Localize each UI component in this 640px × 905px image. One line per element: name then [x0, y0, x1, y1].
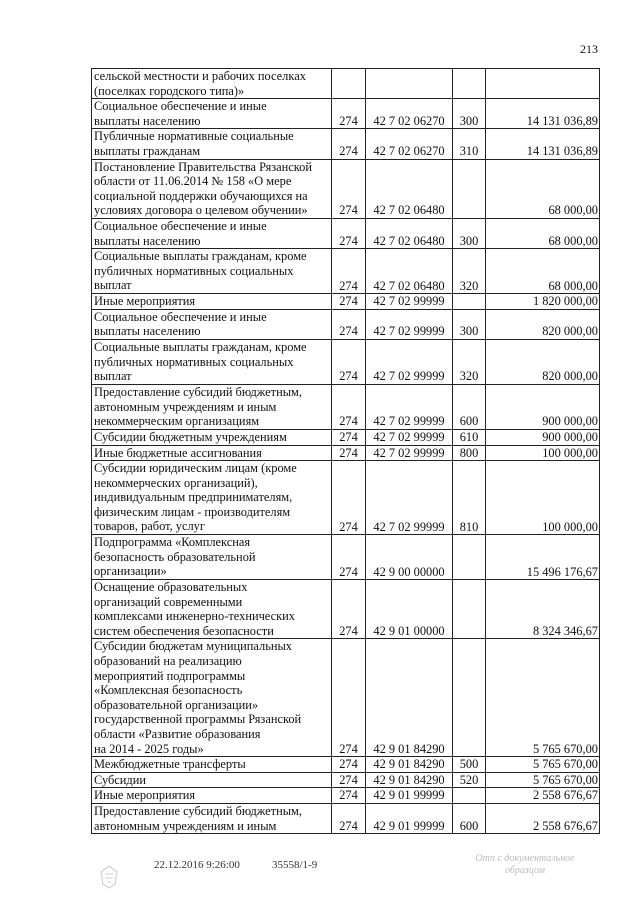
- expense-type-cell: 310: [453, 129, 486, 159]
- table-row: [92, 639, 600, 757]
- ministry-cell: 274: [332, 772, 366, 788]
- row-name-line: выплат: [94, 278, 132, 293]
- row-name-cell: [92, 429, 332, 445]
- amount-cell: 2 558 676,67: [486, 788, 600, 804]
- table-row: [92, 445, 600, 461]
- amount-cell: 820 000,00: [486, 309, 600, 339]
- row-name-line: индивидуальным предпринимателям,: [94, 490, 293, 505]
- ministry-cell: 274: [332, 461, 366, 535]
- row-name-line: Постановление Правительства Рязанской: [94, 159, 313, 174]
- table-row: [92, 309, 600, 339]
- expense-type-cell: 300: [453, 309, 486, 339]
- amount-cell: 100 000,00: [486, 445, 600, 461]
- row-name-line: сельской местности и рабочих поселках: [94, 69, 306, 83]
- row-name-line: физическим лицам - производителям: [94, 504, 291, 519]
- row-name-line: Социальное обеспечение и иные: [94, 218, 267, 233]
- ministry-cell: 274: [332, 294, 366, 310]
- row-name-line: публичных нормативных социальных: [94, 263, 294, 278]
- row-name-line: Социальные выплаты гражданам, кроме: [94, 249, 307, 264]
- csr-code-cell: 42 7 02 99999: [366, 309, 453, 339]
- coat-of-arms-icon: [91, 864, 127, 890]
- row-name-line: образовательной организации»: [94, 697, 259, 712]
- row-name-line: товаров, работ, услуг: [94, 519, 205, 534]
- row-name-line: автономным учреждениям и иным: [94, 399, 277, 414]
- row-name-cell: [92, 309, 332, 339]
- row-name-cell: [92, 445, 332, 461]
- row-name-line: некоммерческим организациям: [94, 414, 260, 429]
- row-name-cell: [92, 384, 332, 429]
- csr-code-cell: 42 7 02 99999: [366, 461, 453, 535]
- row-name-cell: [92, 535, 332, 580]
- table-row: [92, 159, 600, 218]
- ministry-cell: 274: [332, 788, 366, 804]
- csr-code-cell: 42 9 01 00000: [366, 580, 453, 639]
- csr-code-cell: [366, 69, 453, 99]
- table-row: [92, 757, 600, 773]
- expense-type-cell: [453, 159, 486, 218]
- expense-type-cell: 800: [453, 445, 486, 461]
- row-name-cell: [92, 757, 332, 773]
- row-name-line: Подпрограмма «Комплексная: [94, 535, 251, 550]
- row-name-line: мероприятий подпрограммы: [94, 668, 246, 683]
- budget-table-body: [92, 69, 600, 834]
- amount-cell: 5 765 670,00: [486, 757, 600, 773]
- row-name-line: Иные мероприятия: [94, 788, 196, 803]
- row-name-line: выплаты населению: [94, 324, 201, 339]
- expense-type-cell: 610: [453, 429, 486, 445]
- row-name-line: организации»: [94, 564, 167, 579]
- csr-code-cell: 42 7 02 06270: [366, 129, 453, 159]
- csr-code-cell: 42 7 02 99999: [366, 294, 453, 310]
- row-name-line: комплексами инженерно-технических: [94, 609, 295, 624]
- row-name-line: некоммерческих организаций),: [94, 475, 258, 490]
- row-name-line: Предоставление субсидий бюджетным,: [94, 804, 302, 818]
- row-name-cell: [92, 339, 332, 384]
- table-row: [92, 580, 600, 639]
- amount-cell: 5 765 670,00: [486, 772, 600, 788]
- csr-code-cell: 42 7 02 99999: [366, 339, 453, 384]
- footer-stamp-line: Отп с документальное: [475, 853, 575, 864]
- ministry-cell: 274: [332, 249, 366, 294]
- row-name-line: области «Развитие образования: [94, 727, 261, 742]
- ministry-cell: 274: [332, 445, 366, 461]
- amount-cell: 900 000,00: [486, 384, 600, 429]
- ministry-cell: 274: [332, 804, 366, 834]
- expense-type-cell: 320: [453, 249, 486, 294]
- csr-code-cell: 42 9 01 99999: [366, 788, 453, 804]
- row-name-line: выплат: [94, 369, 132, 384]
- csr-code-cell: 42 9 01 99999: [366, 804, 453, 834]
- row-name-line: Субсидии юридическим лицам (кроме: [94, 461, 297, 476]
- amount-cell: 5 765 670,00: [486, 639, 600, 757]
- expense-type-cell: [453, 580, 486, 639]
- row-name-line: «Комплексная безопасность: [94, 683, 243, 698]
- expense-type-cell: 300: [453, 218, 486, 248]
- expense-type-cell: 810: [453, 461, 486, 535]
- page-number: 213: [580, 42, 598, 56]
- amount-cell: 15 496 176,67: [486, 535, 600, 580]
- row-name-line: условиях договора о целевом обучении»: [94, 203, 308, 218]
- amount-cell: 900 000,00: [486, 429, 600, 445]
- csr-code-cell: 42 7 02 06480: [366, 218, 453, 248]
- row-name-line: области от 11.06.2014 № 158 «О мере: [94, 174, 292, 189]
- ministry-cell: 274: [332, 159, 366, 218]
- table-row: [92, 788, 600, 804]
- row-name-line: на 2014 - 2025 годы»: [94, 741, 204, 756]
- ministry-cell: 274: [332, 129, 366, 159]
- expense-type-cell: [453, 294, 486, 310]
- ministry-cell: 274: [332, 639, 366, 757]
- footer-doc-number: 35558/1-9: [272, 859, 318, 871]
- expense-type-cell: 300: [453, 99, 486, 129]
- row-name-cell: [92, 129, 332, 159]
- row-name-cell: [92, 294, 332, 310]
- table-row: [92, 218, 600, 248]
- row-name-line: безопасность образовательной: [94, 549, 256, 564]
- amount-cell: 14 131 036,89: [486, 99, 600, 129]
- row-name-line: государственной программы Рязанской: [94, 712, 302, 727]
- row-name-line: Субсидии бюджетам муниципальных: [94, 639, 293, 654]
- table-row: [92, 294, 600, 310]
- expense-type-cell: 320: [453, 339, 486, 384]
- amount-cell: 1 820 000,00: [486, 294, 600, 310]
- row-name-cell: [92, 218, 332, 248]
- row-name-line: образований на реализацию: [94, 654, 242, 669]
- row-name-cell: [92, 772, 332, 788]
- row-name-cell: [92, 788, 332, 804]
- csr-code-cell: 42 7 02 99999: [366, 429, 453, 445]
- row-name-line: выплаты гражданам: [94, 143, 201, 158]
- expense-type-cell: 520: [453, 772, 486, 788]
- table-row: [92, 69, 600, 99]
- table-row: [92, 461, 600, 535]
- footer-stamp: [450, 853, 600, 877]
- row-name-line: Иные мероприятия: [94, 294, 196, 309]
- expense-type-cell: [453, 639, 486, 757]
- amount-cell: 100 000,00: [486, 461, 600, 535]
- csr-code-cell: 42 7 02 06480: [366, 249, 453, 294]
- table-row: [92, 384, 600, 429]
- ministry-cell: 274: [332, 99, 366, 129]
- expense-type-cell: [453, 69, 486, 99]
- row-name-line: Социальное обеспечение и иные: [94, 99, 267, 114]
- row-name-line: Социальное обеспечение и иные: [94, 309, 267, 324]
- amount-cell: 820 000,00: [486, 339, 600, 384]
- row-name-line: социальной поддержки обучающихся на: [94, 188, 308, 203]
- amount-cell: 68 000,00: [486, 249, 600, 294]
- table-row: [92, 129, 600, 159]
- row-name-cell: [92, 580, 332, 639]
- row-name-line: Субсидии бюджетным учреждениям: [94, 429, 287, 444]
- amount-cell: [486, 69, 600, 99]
- row-name-cell: [92, 639, 332, 757]
- expense-type-cell: [453, 535, 486, 580]
- csr-code-cell: 42 9 00 00000: [366, 535, 453, 580]
- ministry-cell: 274: [332, 757, 366, 773]
- table-row: [92, 535, 600, 580]
- csr-code-cell: 42 9 01 84290: [366, 757, 453, 773]
- row-name-cell: [92, 461, 332, 535]
- expense-type-cell: 600: [453, 384, 486, 429]
- csr-code-cell: 42 7 02 06480: [366, 159, 453, 218]
- ministry-cell: 274: [332, 580, 366, 639]
- amount-cell: 2 558 676,67: [486, 804, 600, 834]
- csr-code-cell: 42 9 01 84290: [366, 772, 453, 788]
- row-name-cell: [92, 804, 332, 834]
- footer-stamp-line: образцом: [505, 865, 545, 876]
- ministry-cell: [332, 69, 366, 99]
- table-row: [92, 804, 600, 834]
- ministry-cell: 274: [332, 429, 366, 445]
- amount-cell: 8 324 346,67: [486, 580, 600, 639]
- ministry-cell: 274: [332, 384, 366, 429]
- row-name-line: (поселках городского типа)»: [94, 83, 245, 98]
- row-name-line: организаций современными: [94, 594, 243, 609]
- row-name-cell: [92, 99, 332, 129]
- row-name-cell: [92, 69, 332, 99]
- table-row: [92, 339, 600, 384]
- row-name-line: автономным учреждениям и иным: [94, 818, 277, 833]
- expense-type-cell: 500: [453, 757, 486, 773]
- csr-code-cell: 42 7 02 99999: [366, 384, 453, 429]
- row-name-line: Публичные нормативные социальные: [94, 129, 294, 144]
- table-row: [92, 772, 600, 788]
- table-row: [92, 429, 600, 445]
- row-name-line: Социальные выплаты гражданам, кроме: [94, 339, 307, 354]
- ministry-cell: 274: [332, 535, 366, 580]
- budget-table: [91, 68, 600, 834]
- ministry-cell: 274: [332, 339, 366, 384]
- ministry-cell: 274: [332, 309, 366, 339]
- row-name-line: Иные бюджетные ассигнования: [94, 445, 262, 460]
- expense-type-cell: [453, 788, 486, 804]
- expense-type-cell: 600: [453, 804, 486, 834]
- row-name-line: Субсидии: [94, 772, 146, 787]
- row-name-cell: [92, 249, 332, 294]
- row-name-line: публичных нормативных социальных: [94, 354, 294, 369]
- row-name-line: выплаты населению: [94, 233, 201, 248]
- csr-code-cell: 42 7 02 06270: [366, 99, 453, 129]
- table-row: [92, 99, 600, 129]
- amount-cell: 68 000,00: [486, 159, 600, 218]
- row-name-cell: [92, 159, 332, 218]
- row-name-line: Межбюджетные трансферты: [94, 757, 246, 772]
- amount-cell: 68 000,00: [486, 218, 600, 248]
- footer-date: 22.12.2016 9:26:00: [154, 859, 240, 871]
- row-name-line: систем обеспечения безопасности: [94, 623, 274, 638]
- amount-cell: 14 131 036,89: [486, 129, 600, 159]
- row-name-line: Предоставление субсидий бюджетным,: [94, 384, 302, 399]
- csr-code-cell: 42 9 01 84290: [366, 639, 453, 757]
- csr-code-cell: 42 7 02 99999: [366, 445, 453, 461]
- row-name-line: Оснащение образовательных: [94, 580, 248, 595]
- ministry-cell: 274: [332, 218, 366, 248]
- table-row: [92, 249, 600, 294]
- row-name-line: выплаты населению: [94, 113, 201, 128]
